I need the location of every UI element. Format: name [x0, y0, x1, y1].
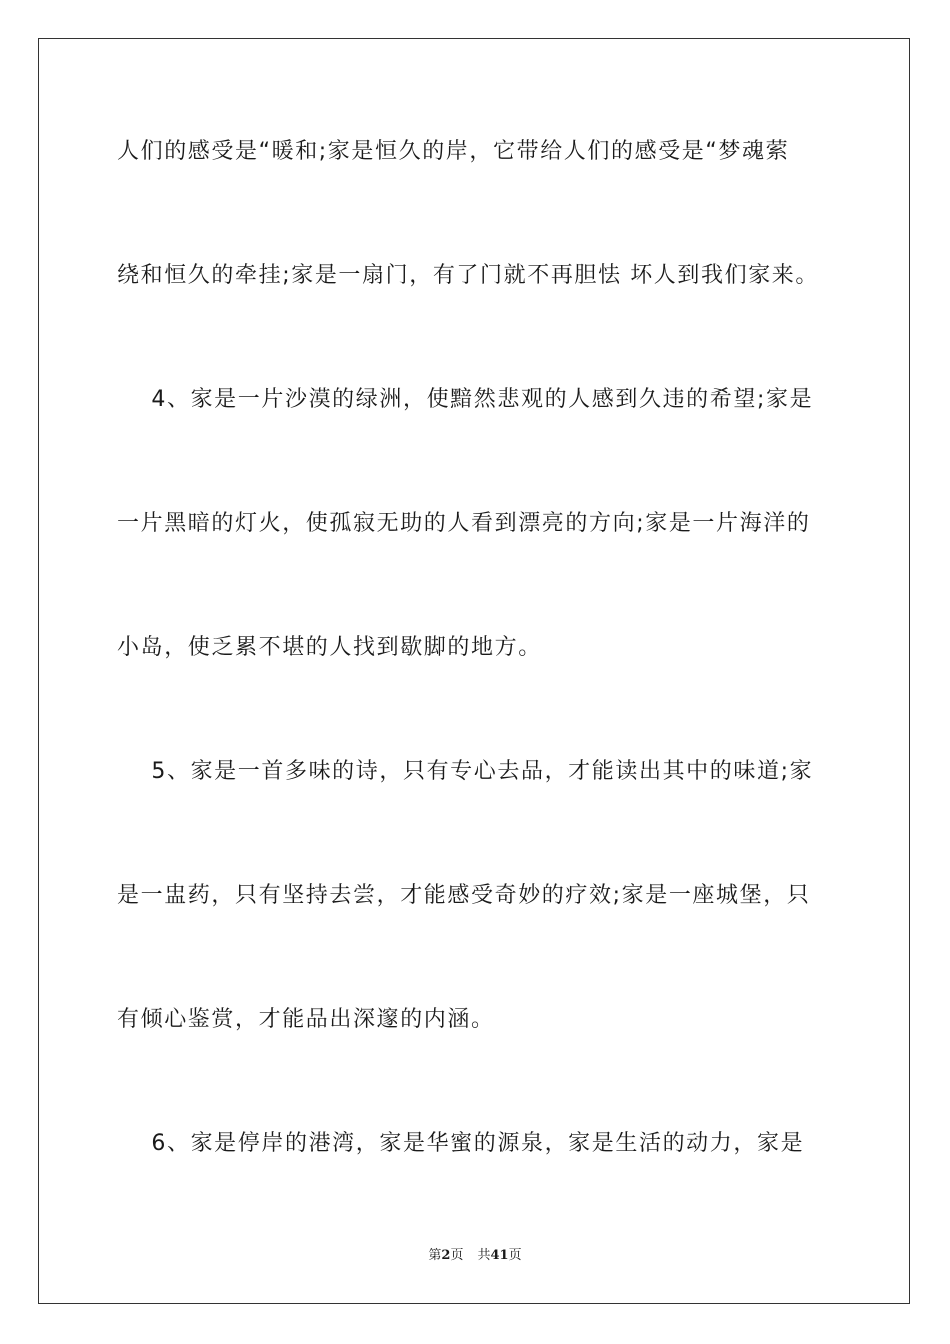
total-page-count: 41: [490, 1248, 509, 1263]
total-suffix: 页: [508, 1248, 522, 1263]
text-line: 小岛，使乏累不堪的人找到歇脚的地方。: [117, 635, 542, 660]
text-line: 一片黑暗的灯火，使孤寂无助的人看到漂亮的方向;家是一片海洋的: [117, 511, 811, 536]
text-line: 是一盅药，只有坚持去尝，才能感受奇妙的疗效;家是一座城堡，只: [117, 883, 811, 908]
page-suffix: 页: [450, 1248, 464, 1263]
text-line: 绕和恒久的牵挂;家是一扇门，有了门就不再胆怯 坏人到我们家来。: [117, 263, 820, 288]
page-footer: [0, 1246, 950, 1266]
text-line: 5、家是一首多味的诗，只有专心去品，才能读出其中的味道;家: [117, 759, 814, 784]
page-frame: [38, 38, 910, 1304]
page-prefix: 第: [428, 1248, 442, 1263]
current-page-number: 2: [441, 1248, 451, 1263]
text-line: 有倾心鉴赏，才能品出深邃的内涵。: [117, 1007, 495, 1032]
text-line: 6、家是停岸的港湾，家是华蜜的源泉，家是生活的动力，家是: [117, 1131, 805, 1156]
text-line: 人们的感受是“暖和;家是恒久的岸，它带给人们的感受是“梦魂萦: [117, 139, 790, 164]
text-line: 4、家是一片沙漠的绿洲，使黯然悲观的人感到久违的希望;家是: [117, 387, 814, 412]
total-prefix: 共: [477, 1248, 491, 1263]
